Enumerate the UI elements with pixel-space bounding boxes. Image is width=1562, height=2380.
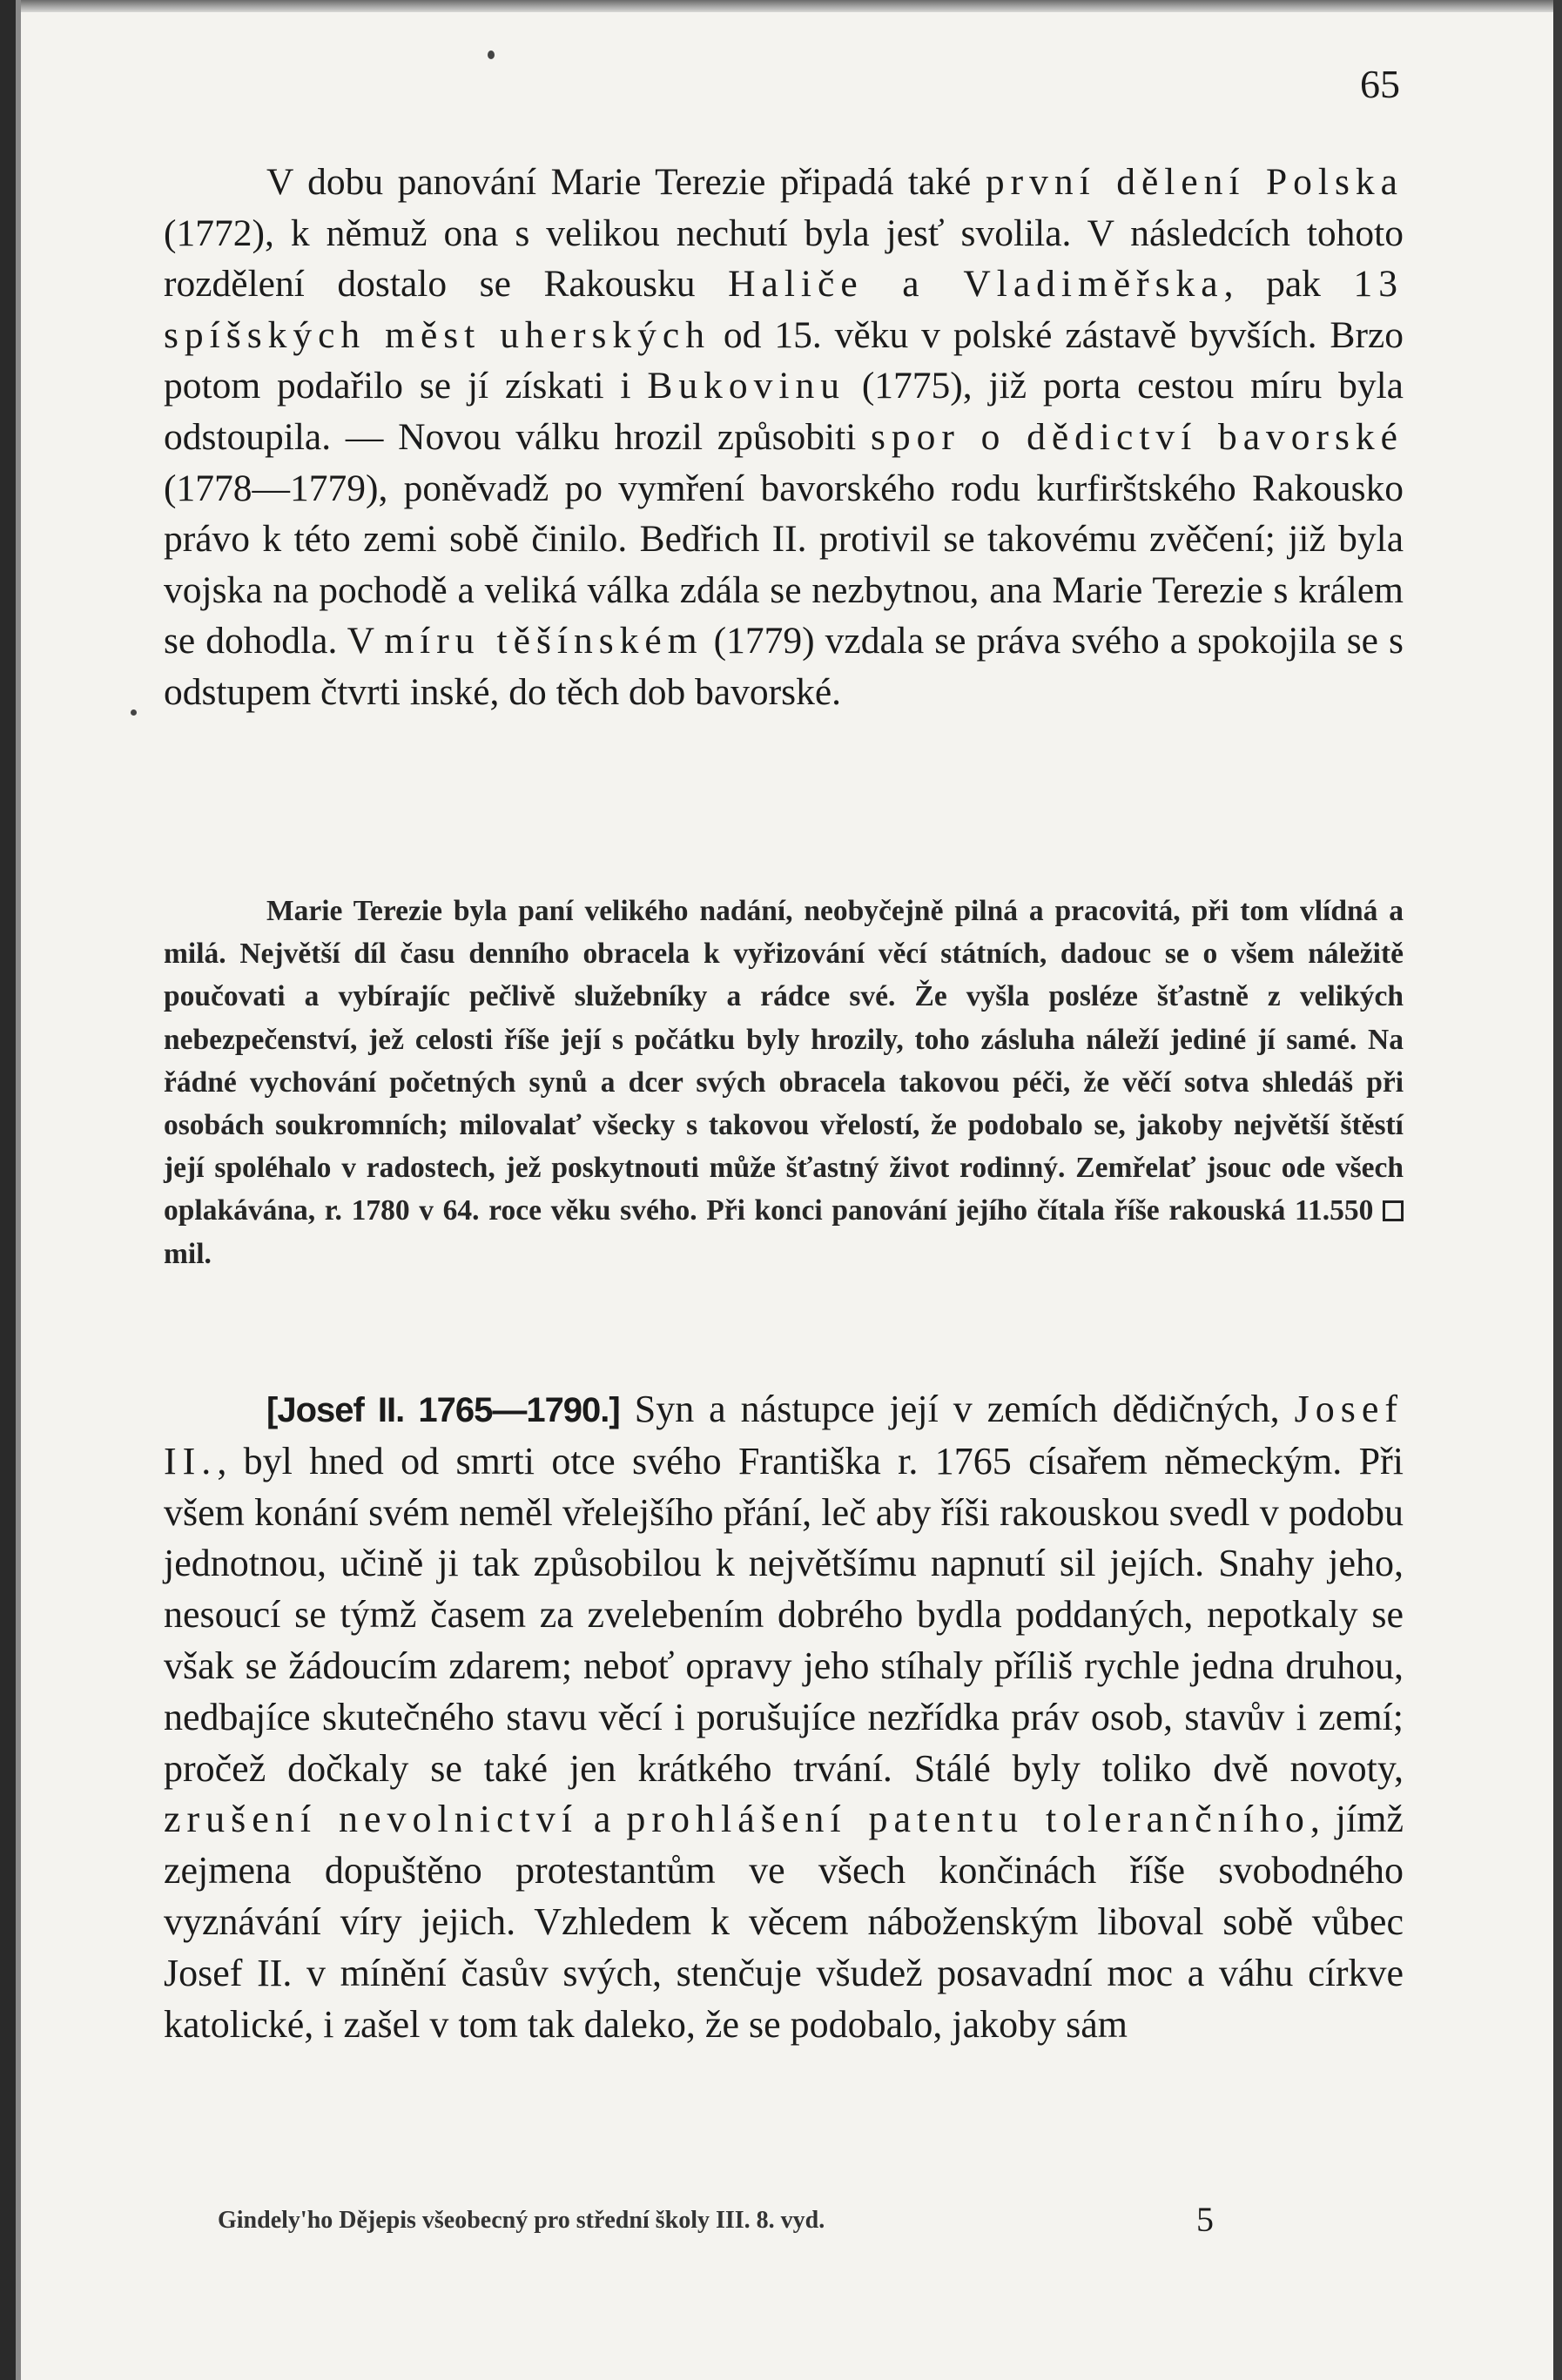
spaced-term: zrušení nevolnictví [164, 1798, 578, 1841]
spaced-term: prohlášení patentu tolerančního [626, 1798, 1310, 1841]
scan-edge-right [1553, 0, 1562, 2380]
paragraph-maria-theresa-character [164, 890, 1404, 1275]
spaced-term: Bukovinu [647, 365, 845, 407]
text-run: (1772), k němuž ona s velikou nechutí byla jesť svolila. V následcích tohoto rozdělení dostalo se Rakousku [164, 212, 1404, 306]
text-run: , byl hned od smrti otce svého Františka r. 1765 císařem německým. Při všem konání svém neměl vřelejšího přání, leč aby říši rakouskou svedl v podobu jednotnou, učině ji tak způsobilou k největšímu napnutí sil jejích. Snahy jeho, nesoucí se týmž časem za zvelebením dobrého bydla poddaných, nepotkaly se však se žádoucím zdarem; neboť opravy jeho stíhaly příliš rychle jedna druhou, nedbajíce skutečného stavu věcí i porušujíce nezřídka práv osob, stavův i zemí; pročež dočkaly se také jen krátkého trvání. Stálé byly toliko dvě novoty, [164, 1439, 1404, 1790]
unit-label: mil. [164, 1237, 212, 1270]
speck [488, 50, 495, 59]
spaced-term: 13 spíšských měst uherských [164, 263, 1404, 356]
scan-edge-left [0, 0, 16, 2380]
text-run: (1779) vzdala se práva svého a spokojila se s odstupem čtvrti inské, do těch dob bavorské. [164, 620, 1404, 713]
text-run: , jímž zejmena dopuštěno protestantům ve všech končinách říše svobodného vyznávání víry jejich. Vzhledem k věcem náboženským liboval sobě vůbec Josef II. v mínění časův svých, stenčuje všudež posavadní moc a váhu církve katolické, i zašel v tom tak daleko, že se podobalo, jakoby sám [164, 1798, 1404, 2046]
text-run: Syn a nástupce její v zemích dědičných, [619, 1388, 1295, 1430]
paragraph-josef-ii [164, 1384, 1404, 2050]
section-heading: [Josef II. 1765—1790.] [266, 1391, 620, 1429]
signature-mark: 5 [1196, 2200, 1214, 2239]
speck [131, 709, 137, 716]
scan-edge-left-inner [16, 0, 21, 2380]
spaced-term: spor o dědictví bavorské [871, 415, 1404, 458]
text-run: (1775), již porta cestou míru byla odstoupila. — Novou válku hrozil způsobiti [164, 365, 1404, 458]
scan-edge-top [0, 0, 1562, 12]
spaced-term: míru těšínském [384, 620, 704, 662]
spaced-term: Josef II. [164, 1388, 1404, 1482]
spaced-term: Haliče a Vladiměřska [728, 263, 1224, 306]
small-text-run: Marie Terezie byla paní velikého nadání, neobyčejně pilná a pracovitá, při tom vlídná a milá. Největší díl času denního obracela k vyřizování věcí státních, dadouc se o všem náležitě poučovati a vybírajíc pečlivě služebníky a rádce své. Že vyšla posléze šťastně z velikých nebezpečenství, jež celosti říše její s počátku byly hrozily, toho zásluha náleží jediné jí samé. Na řádné vychování početných synů a dcer svých obracela takovou péči, že věčí sotva shledáš při osobách soukromních; milovalať všecky s takovou vřelostí, že podobalo se, jakoby největší štěstí její spoléhalo v radostech, jež poskytnouti může šťastný život rodinný. Zemřelať jsouc ode všech oplakávána, r. 1780 v 64. roce věku svého. Při konci panování jejího čítala říše rakouská 11.550 [164, 895, 1404, 1227]
square-symbol-icon [1383, 1200, 1404, 1221]
footer-source: Gindely'ho Dějepis všeobecný pro střední školy III. 8. vyd. [218, 2207, 825, 2234]
text-run: , pak [1223, 263, 1354, 306]
page-number: 65 [1360, 62, 1400, 106]
text-run: V dobu panování Marie Terezie připadá také [266, 161, 986, 203]
spaced-term: první dělení Polska [985, 161, 1404, 203]
text-run: (1778—1779), poněvadž po vymření bavorského rodu kurfirštského Rakousko právo k této zemi sobě činilo. Bedřich II. protivil se takovému zvěčení; již byla vojska na pochodě a veliká válka zdála se nezbytnou, ana Marie Terezie s králem se dohodla. V [164, 467, 1404, 662]
text-run: a [577, 1798, 627, 1841]
text-run: od 15. věku v polské zástavě byvších. Brzo potom podařilo se jí získati i [164, 313, 1404, 407]
paragraph-partition-of-poland [164, 157, 1404, 718]
